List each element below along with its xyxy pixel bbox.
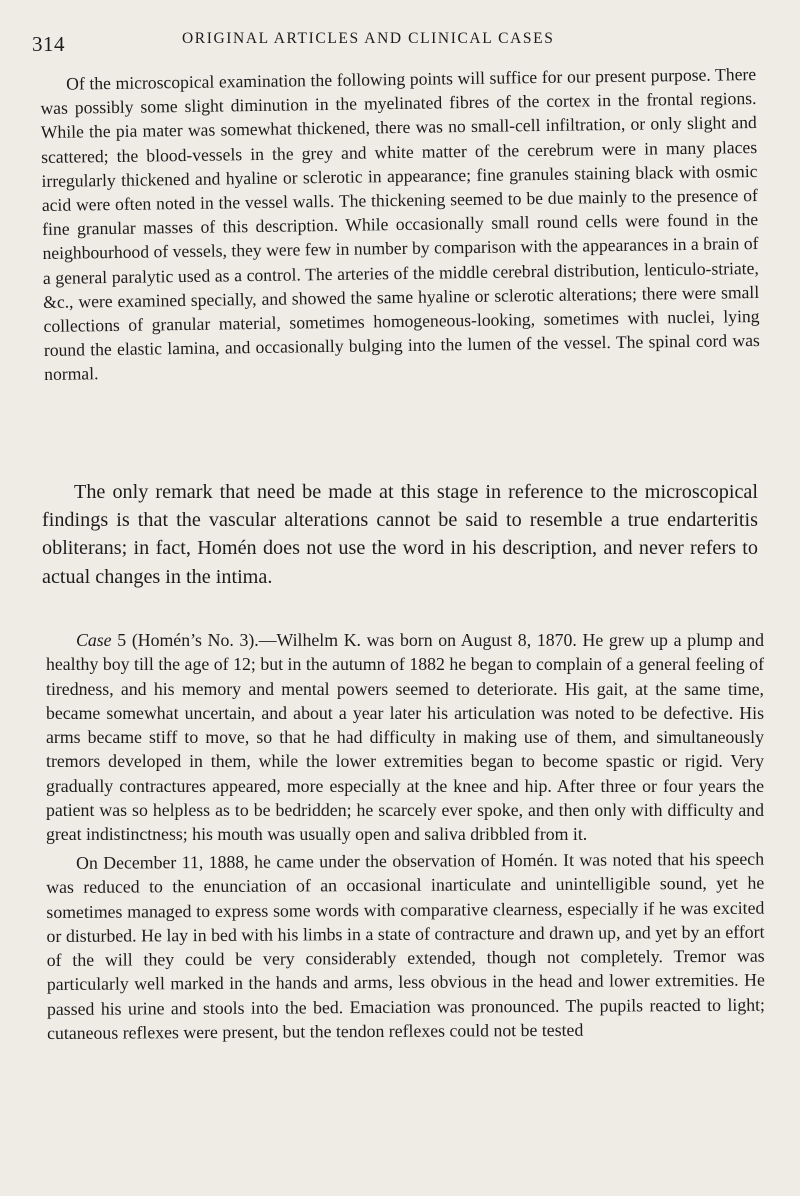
case-paragraph-2: On December 11, 1888, he came under the observation of Homén. It was noted that his speech was reduced to the enunciation of an occasional inarticulate and unintelligible sound, yet he sometimes managed to express some words with comparative clearness, especially if he was excited or disturbed. He lay in bed with his limbs in a state of contracture and drawn up, and yet by an effort of the will they could be very considerably extended, though not completely. Tremor was particularly well marked in the hands and arms, less obvious in the head and lower extremities. He passed his urine and stools into the bed. Emaciation was pronounced. The pupils reacted to light; cutaneous reflexes were present, but the tendon reflexes could not be tested	[46, 848, 766, 1043]
case-paragraph-1	[46, 628, 764, 847]
page-header	[32, 30, 766, 60]
case-label: Case	[76, 630, 112, 650]
microscopical-examination-paragraph	[40, 62, 760, 387]
remark-paragraph	[42, 478, 758, 591]
case-intro-text: 5 (Homén’s No. 3).—Wilhelm K. was born on August 8, 1870. He grew up a plump and healthy boy till the age of 12; but in the autumn of 1882 he began to complain of a general feeling of tiredness, and his memory and mental powers seemed to deteriorate. His gait, at the same time, became somewhat uncertain, and about a year later his articulation was noted to be defective. His arms became stiff to move, so that he had difficulty in making use of them, and simultaneously tremors developed in them, while the lower extremities began to become spastic or rigid. Very gradually contractures appeared, more especially at the knee and hip. After three or four years the patient was so helpless as to be bedridden; he scarcely ever spoke, and then only with difficulty and great indistinctness; his mouth was usually open and saliva dribbled from it.	[46, 630, 764, 845]
running-head: ORIGINAL ARTICLES AND CLINICAL CASES	[182, 30, 555, 47]
large-paragraph-text: The only remark that need be made at this stage in reference to the microscopical findings is that the vascular alterations cannot be said to resemble a true endarteritis obliterans; in fact, Homén does not use the word in his description, and never refers to actual changes in the intima.	[42, 481, 758, 588]
small-paragraph-text: Of the microscopical examination the following points will suffice for our present purpose. There was possibly some slight diminution in the myelinated fibres of the cortex in the frontal regions. While the pia mater was somewhat thickened, there was no small-cell infiltration, or only slight and scattered; the blood-vessels in the grey and white matter of the cerebrum were in many places irregularly thickened and hyaline or sclerotic in appearance; fine granules staining black with osmic acid were often noted in the vessel walls. The thickening seemed to be due mainly to the presence of fine granular masses of this description. While occasionally small round cells were found in the neighbourhood of vessels, they were few in number by comparison with the appearances in a brain of a general paralytic used as a control. The arteries of the middle cerebral distribution, lenticulo-striate, &c., were examined specially, and showed the same hyaline or sclerotic alterations; there were small collections of granular material, sometimes homogeneous-looking, sometimes with nuclei, lying round the elastic lamina, and occasionally bulging into the lumen of the vessel. The spinal cord was normal.	[40, 64, 760, 385]
page-number: 314	[32, 32, 65, 56]
case-section	[46, 628, 764, 1045]
